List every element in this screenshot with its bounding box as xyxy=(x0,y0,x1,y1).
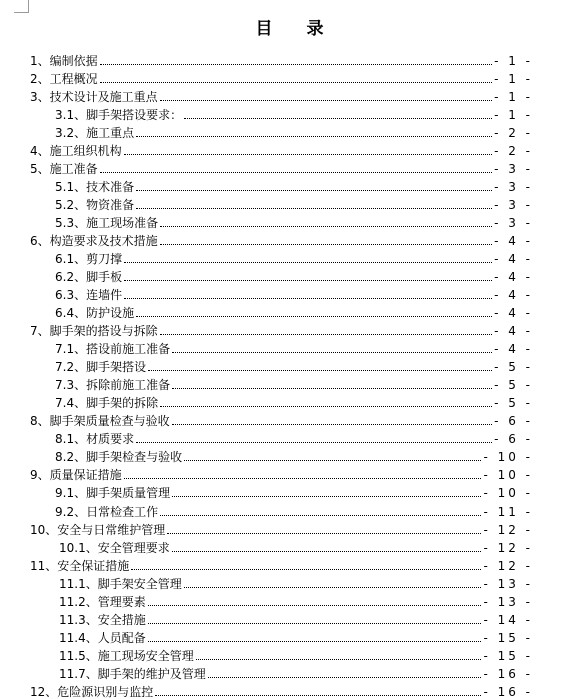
toc-subentry[interactable] xyxy=(55,446,533,464)
toc-subentry[interactable] xyxy=(59,591,533,609)
toc-entry-title: 管理要素 xyxy=(97,594,146,609)
toc-entry-number: 3.2、 xyxy=(55,126,87,141)
toc-dot-leader xyxy=(100,82,492,83)
toc-dot-leader xyxy=(172,352,492,353)
toc-entry-number: 7.1、 xyxy=(55,342,87,357)
toc-entry-number: 3.1、 xyxy=(55,108,87,123)
toc-page-number: - 3 - xyxy=(494,198,533,213)
toc-page-number: - 1 - xyxy=(494,90,533,105)
toc-entry-number: 8、 xyxy=(30,414,50,429)
toc-page-number: - 1 - xyxy=(494,108,533,123)
toc-entry-number: 9、 xyxy=(30,468,50,483)
toc-page-number: - 4 - xyxy=(494,288,533,303)
toc-dot-leader xyxy=(124,280,492,281)
toc-entry-number: 9.1、 xyxy=(55,486,87,501)
toc-dot-leader xyxy=(124,262,492,263)
toc-page-number: - 5 - xyxy=(494,360,533,375)
toc-entry-number: 11.3、 xyxy=(59,612,98,627)
toc-entry-title: 施工现场安全管理 xyxy=(97,648,194,663)
toc-entry-number: 11.7、 xyxy=(59,666,98,681)
toc-entry-title: 脚手架的维护及管理 xyxy=(97,666,206,681)
toc-entry-title: 编制依据 xyxy=(49,54,98,68)
toc-dot-leader xyxy=(160,100,492,101)
toc-dot-leader xyxy=(160,406,492,407)
toc-subentry[interactable] xyxy=(59,573,533,591)
toc-dot-leader xyxy=(148,623,482,624)
toc-entry-number: 11.2、 xyxy=(59,594,98,609)
toc-dot-leader xyxy=(184,460,481,461)
toc-dot-leader xyxy=(155,695,481,696)
toc-entry-title: 材质要求 xyxy=(86,432,135,447)
toc-page-number: - 14 - xyxy=(483,612,533,627)
toc-dot-leader xyxy=(184,118,492,119)
toc-dot-leader xyxy=(160,515,481,516)
toc-entry[interactable] xyxy=(30,464,533,482)
toc-entry-title: 安全管理要求 xyxy=(97,540,170,555)
toc-entry-title: 施工现场准备 xyxy=(86,216,159,231)
toc-page-number: - 4 - xyxy=(494,270,533,285)
toc-dot-leader xyxy=(148,605,482,606)
toc-subentry[interactable] xyxy=(55,338,533,356)
toc-entry-title: 技术准备 xyxy=(86,180,135,195)
toc-entry-title: 剪刀撑 xyxy=(86,252,123,267)
toc-subentry[interactable] xyxy=(55,374,533,392)
toc-page-number: - 3 - xyxy=(494,180,533,195)
toc-entry-title: 施工重点 xyxy=(86,126,135,141)
toc-page-number: - 5 - xyxy=(494,396,533,411)
toc-entry-title: 物资准备 xyxy=(86,198,135,213)
toc-subentry[interactable] xyxy=(55,266,533,284)
toc-page-number: - 15 - xyxy=(483,648,533,663)
toc-entry-title: 安全保证措施 xyxy=(57,558,130,573)
toc-subentry[interactable] xyxy=(55,248,533,266)
toc-dot-leader xyxy=(160,226,492,227)
toc-page-number: - 3 - xyxy=(494,162,533,177)
toc-page-number: - 10 - xyxy=(483,450,533,465)
toc-dot-leader xyxy=(148,370,492,371)
toc-subentry[interactable] xyxy=(59,537,533,555)
toc-entry-number: 7.3、 xyxy=(55,378,87,393)
toc-entry-title: 脚手架安全管理 xyxy=(97,576,182,591)
toc-dot-leader xyxy=(136,316,492,317)
toc-entry-title: 安全与日常维护管理 xyxy=(57,522,166,537)
toc-entry-title: 技术设计及施工重点 xyxy=(49,90,158,105)
toc-dot-leader xyxy=(131,569,481,570)
toc-entry-title: 脚手架检查与验收 xyxy=(86,450,183,465)
toc-dot-leader xyxy=(172,496,481,497)
toc-entry-number: 7.4、 xyxy=(55,396,87,411)
toc-entry-title: 脚手架质量管理 xyxy=(86,486,171,501)
toc-dot-leader xyxy=(208,677,482,678)
toc-entry-number: 6、 xyxy=(30,234,50,249)
toc-dot-leader xyxy=(136,136,492,137)
toc-entry-number: 6.3、 xyxy=(55,288,87,303)
toc-entry[interactable] xyxy=(30,140,533,158)
toc-page-number: - 3 - xyxy=(494,216,533,231)
toc-entry-number: 5.3、 xyxy=(55,216,87,231)
toc-entry-number: 4、 xyxy=(30,144,50,159)
toc-dot-leader xyxy=(172,551,482,552)
toc-entry-title: 拆除前施工准备 xyxy=(86,378,171,393)
toc-subentry[interactable] xyxy=(55,482,533,500)
toc-subentry[interactable] xyxy=(55,284,533,302)
toc-entry-title: 连墙件 xyxy=(86,288,123,303)
toc-dot-leader xyxy=(100,64,492,65)
toc-subentry[interactable] xyxy=(55,122,533,140)
toc-page-number: - 12 - xyxy=(483,558,533,573)
toc-subentry[interactable] xyxy=(55,392,533,410)
toc-page-number: - 6 - xyxy=(494,414,533,429)
toc-subentry[interactable] xyxy=(55,104,533,122)
toc-page-number: - 15 - xyxy=(483,630,533,645)
toc-entry-number: 8.1、 xyxy=(55,432,87,447)
toc-entry[interactable] xyxy=(30,519,533,537)
toc-entry-title: 脚手板 xyxy=(86,270,123,285)
toc-entry-title: 施工组织机构 xyxy=(49,144,122,159)
toc-entry[interactable] xyxy=(30,158,533,176)
toc-dot-leader xyxy=(172,424,492,425)
toc-dot-leader xyxy=(196,659,482,660)
toc-page-number: - 2 - xyxy=(494,144,533,159)
toc-page-number: - 1 - xyxy=(494,72,533,87)
toc-page-number: - 12 - xyxy=(483,522,533,537)
toc-entry-title: 脚手架搭设要求： xyxy=(86,108,183,123)
toc-entry-title: 工程概况 xyxy=(49,72,98,87)
toc-subentry[interactable] xyxy=(59,609,533,627)
toc-subentry[interactable] xyxy=(55,428,533,446)
toc-entry-title: 构造要求及技术措施 xyxy=(49,234,158,249)
toc-entry-number: 6.2、 xyxy=(55,270,87,285)
toc-entry[interactable] xyxy=(30,50,533,68)
toc-page-number: - 4 - xyxy=(494,234,533,249)
toc-entry-title: 脚手架质量检查与验收 xyxy=(49,414,170,429)
toc-entry-title: 脚手架的搭设与拆除 xyxy=(49,324,158,339)
toc-subentry[interactable] xyxy=(55,302,533,320)
toc-page-number: - 12 - xyxy=(483,540,533,555)
toc-entry-number: 1、 xyxy=(30,54,50,68)
toc-dot-leader xyxy=(160,334,492,335)
toc-entry-title: 安全措施 xyxy=(97,612,146,627)
toc-entry[interactable] xyxy=(30,555,533,573)
toc-entry[interactable] xyxy=(30,86,533,104)
toc-entry[interactable] xyxy=(30,410,533,428)
page-corner-mark xyxy=(14,0,29,13)
toc-dot-leader xyxy=(124,478,482,479)
toc-entry-title: 人员配备 xyxy=(97,630,146,645)
toc-page-number: - 2 - xyxy=(494,126,533,141)
toc-dot-leader xyxy=(136,190,492,191)
toc-dot-leader xyxy=(100,172,492,173)
toc-entry-number: 11.4、 xyxy=(59,630,98,645)
toc-page-number: - 5 - xyxy=(494,378,533,393)
toc-dot-leader xyxy=(184,587,482,588)
toc-entry-number: 6.4、 xyxy=(55,306,87,321)
toc-page-number: - 4 - xyxy=(494,342,533,357)
toc-entry-number: 10、 xyxy=(30,522,58,537)
toc-entry-number: 5、 xyxy=(30,162,50,177)
toc-entry-number: 11、 xyxy=(30,558,58,573)
toc-entry-number: 5.2、 xyxy=(55,198,87,213)
toc-entry[interactable] xyxy=(30,681,533,699)
toc-entry-title: 防护设施 xyxy=(86,306,135,321)
toc-page-number: - 10 - xyxy=(483,468,533,483)
toc-entry-title: 搭设前施工准备 xyxy=(86,342,171,357)
toc-subentry[interactable] xyxy=(59,627,533,645)
toc-dot-leader xyxy=(124,154,492,155)
toc-entry-title: 质量保证措施 xyxy=(49,468,122,483)
toc-page-number: - 4 - xyxy=(494,306,533,321)
toc-entry-number: 6.1、 xyxy=(55,252,87,267)
toc-subentry[interactable] xyxy=(59,645,533,663)
toc-entry-title: 日常检查工作 xyxy=(86,504,159,519)
toc-title: 目 录 xyxy=(255,19,338,39)
toc-subentry[interactable] xyxy=(55,212,533,230)
toc-entry[interactable] xyxy=(30,68,533,86)
toc-entry-title: 脚手架的拆除 xyxy=(86,396,159,411)
toc-subentry[interactable] xyxy=(55,176,533,194)
toc-entry-title: 施工准备 xyxy=(49,162,98,177)
toc-entry[interactable] xyxy=(30,230,533,248)
toc-dot-leader xyxy=(136,208,492,209)
toc-entry-number: 7.2、 xyxy=(55,360,87,375)
toc-entry-number: 3、 xyxy=(30,90,50,105)
toc-entry-title: 脚手架搭设 xyxy=(86,360,147,375)
toc-page-number: - 11 - xyxy=(483,504,533,519)
toc-page-number: - 4 - xyxy=(494,324,533,339)
toc-page-number: - 16 - xyxy=(483,666,533,681)
toc-entry-number: 5.1、 xyxy=(55,180,87,195)
toc-page-number: - 13 - xyxy=(483,576,533,591)
toc-entry-title: 危险源识别与监控 xyxy=(57,684,154,699)
toc-entry-number: 12、 xyxy=(30,684,58,699)
toc-page-number: - 10 - xyxy=(483,486,533,501)
toc-subentry[interactable] xyxy=(59,663,533,681)
toc-dot-leader xyxy=(172,388,492,389)
toc-dot-leader xyxy=(167,533,481,534)
toc-dot-leader xyxy=(136,442,492,443)
toc-entry-number: 9.2、 xyxy=(55,504,87,519)
toc-entry-number: 8.2、 xyxy=(55,450,87,465)
toc-subentry[interactable] xyxy=(55,501,533,519)
toc-page-number: - 1 - xyxy=(494,54,533,68)
toc-page-number: - 4 - xyxy=(494,252,533,267)
toc-subentry[interactable] xyxy=(55,356,533,374)
toc-page-number: - 13 - xyxy=(483,594,533,609)
toc-entry-number: 11.1、 xyxy=(59,576,98,591)
toc-entry-number: 10.1、 xyxy=(59,540,98,555)
toc-subentry[interactable] xyxy=(55,194,533,212)
toc-entry-number: 11.5、 xyxy=(59,648,98,663)
toc-dot-leader xyxy=(124,298,492,299)
toc-entry-number: 2、 xyxy=(30,72,50,87)
toc-page-number: - 6 - xyxy=(494,432,533,447)
toc-dot-leader xyxy=(160,244,492,245)
toc-dot-leader xyxy=(148,641,482,642)
toc-page-number: - 16 - xyxy=(483,684,533,699)
toc-entry-number: 7、 xyxy=(30,324,50,339)
toc-entry[interactable] xyxy=(30,320,533,338)
